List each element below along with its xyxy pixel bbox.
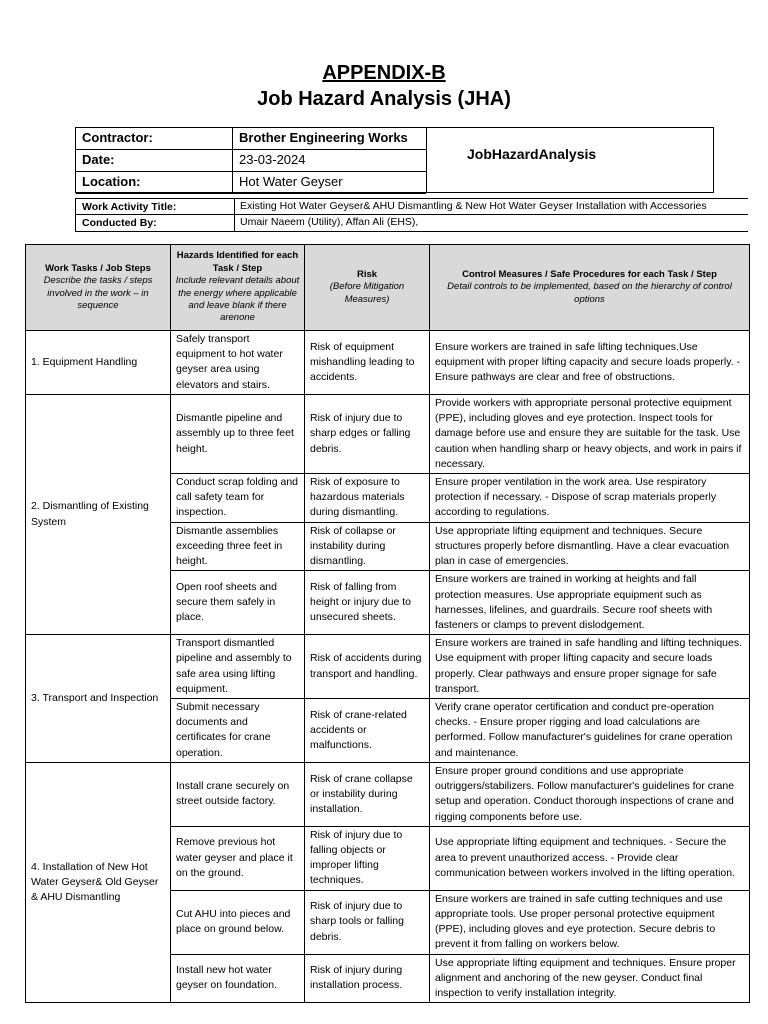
hazard-cell: Install crane securely on street outside factory. [171, 762, 305, 826]
hazard-cell: Submit necessary documents and certificates for crane operation. [171, 699, 305, 763]
column-header-hazards: Hazards Identified for each Task / Step Include relevant details about the energy where applicable and leave blank if there arenone [171, 245, 305, 331]
task-name: 4. Installation of New Hot Water Geyser& Old Geyser & AHU Dismantling [26, 762, 171, 1002]
date-row [76, 150, 426, 172]
hazard-cell: Conduct scrap folding and call safety team for inspection. [171, 473, 305, 522]
jha-table [25, 244, 750, 1003]
contractor-value: Brother Engineering Works [239, 130, 408, 145]
control-cell: Use appropriate lifting equipment and techniques. Ensure proper alignment and anchoring of the new geyser. Conduct final inspection to verify installation integrity. [430, 954, 750, 1003]
column-header-risk: Risk (Before Mitigation Measures) [305, 245, 430, 331]
task-name: 2. Dismantling of Existing System [26, 394, 171, 634]
activity-title-label: Work Activity Title: [76, 199, 235, 214]
table-row [26, 331, 750, 395]
task-name: 3. Transport and Inspection [26, 635, 171, 763]
risk-cell: Risk of crane collapse or instability during installation. [305, 762, 430, 826]
contractor-label: Contractor: [76, 128, 233, 149]
hazard-cell: Transport dismantled pipeline and assembly to safe area using lifting equipment. [171, 635, 305, 699]
hazard-cell: Install new hot water geyser on foundation. [171, 954, 305, 1003]
hazard-cell: Dismantle pipeline and assembly up to three feet height. [171, 394, 305, 473]
column-header-controls: Control Measures / Safe Procedures for each Task / Step Detail controls to be implemented, based on the hierarchy of control options [430, 245, 750, 331]
risk-cell: Risk of collapse or instability during dismantling. [305, 522, 430, 571]
info-table [75, 127, 714, 193]
location-row [76, 172, 426, 194]
risk-cell: Risk of crane-related accidents or malfunctions. [305, 699, 430, 763]
control-cell: Ensure workers are trained in safe handling and lifting techniques. Use equipment with proper lifting capacity and secure loads properly. Clear pathways and ensure proper signage for safe transport. [430, 635, 750, 699]
appendix-heading: APPENDIX-B [322, 62, 446, 84]
risk-cell: Risk of accidents during transport and handling. [305, 635, 430, 699]
activity-title-row [76, 199, 748, 215]
control-cell: Verify crane operator certification and conduct pre-operation checks. - Ensure proper rigging and load calculations are performed. Follow manufacturer's guidelines for crane operation and maintenance. [430, 699, 750, 763]
table-row [26, 394, 750, 473]
location-value: Hot Water Geyser [239, 174, 343, 189]
hazard-cell: Dismantle assemblies exceeding three feet in height. [171, 522, 305, 571]
task-name: 1. Equipment Handling [26, 331, 171, 395]
risk-cell: Risk of injury due to falling objects or improper lifting techniques. [305, 826, 430, 890]
control-cell: Use appropriate lifting equipment and techniques. - Secure the area to prevent unauthorized access. - Provide clear communication between workers involved in the lifting operation. [430, 826, 750, 890]
risk-cell: Risk of injury due to sharp edges or falling debris. [305, 394, 430, 473]
column-header-tasks: Work Tasks / Job Steps Describe the tasks / steps involved in the work – in sequence [26, 245, 171, 331]
activity-table [75, 198, 748, 232]
control-cell: Ensure workers are trained in safe cutting techniques and use appropriate tools. Use proper personal protective equipment (PPE), including gloves and eye protection. Secure debris to prevent it from falling on workers below. [430, 890, 750, 954]
control-cell: Ensure proper ventilation in the work area. Use respiratory protection if necessary. - Dispose of scrap materials properly according to regulations. [430, 473, 750, 522]
table-row [26, 762, 750, 826]
risk-cell: Risk of injury due to sharp tools or falling debris. [305, 890, 430, 954]
hazard-cell: Remove previous hot water geyser and place it on the ground. [171, 826, 305, 890]
location-label: Location: [76, 172, 233, 193]
risk-cell: Risk of falling from height or injury due to unsecured sheets. [305, 571, 430, 635]
control-cell: Use appropriate lifting equipment and techniques. Secure structures properly before dismantling. Have a clear evacuation plan in case of emergencies. [430, 522, 750, 571]
contractor-row [76, 128, 426, 150]
conducted-by-label: Conducted By: [76, 215, 235, 231]
control-cell: Ensure workers are trained in safe lifting techniques.Use equipment with proper lifting capacity and secure loads properly. - Ensure pathways are clear and free of obstructions. [430, 331, 750, 395]
hazard-cell: Safely transport equipment to hot water geyser area using elevators and stairs. [171, 331, 305, 395]
hazard-cell: Cut AHU into pieces and place on ground below. [171, 890, 305, 954]
control-cell: Ensure proper ground conditions and use appropriate outriggers/stabilizers. Follow manufacturer's guidelines for crane setup and operation. Conduct thorough inspections of crane and rigging components before use. [430, 762, 750, 826]
table-header-row [26, 245, 750, 331]
control-cell: Ensure workers are trained in working at heights and fall protection measures. Use appropriate equipment such as harnesses, lifelines, and guardrails. Secure roof sheets with fasteners or clamps to prevent dislodgement. [430, 571, 750, 635]
conducted-by-value: Umair Naeem (Utility), Affan Ali (EHS), [240, 216, 419, 228]
date-value: 23-03-2024 [239, 152, 306, 167]
risk-cell: Risk of equipment mishandling leading to accidents. [305, 331, 430, 395]
activity-title-value: Existing Hot Water Geyser& AHU Dismantling & New Hot Water Geyser Installation with Accessories [240, 200, 707, 212]
document-title: Job Hazard Analysis (JHA) [257, 88, 511, 110]
control-cell: Provide workers with appropriate personal protective equipment (PPE), including gloves and eye protection. Inspect tools for damage before use and ensure they are suitable for the task. Use caution when handling sharp or heavy objects, and work in pairs if necessary. [430, 394, 750, 473]
risk-cell: Risk of exposure to hazardous materials during dismantling. [305, 473, 430, 522]
hazard-cell: Open roof sheets and secure them safely in place. [171, 571, 305, 635]
table-row [26, 635, 750, 699]
date-label: Date: [76, 150, 233, 171]
risk-cell: Risk of injury during installation process. [305, 954, 430, 1003]
jha-title-cell: JobHazardAnalysis [426, 128, 714, 192]
conducted-by-row [76, 215, 748, 231]
